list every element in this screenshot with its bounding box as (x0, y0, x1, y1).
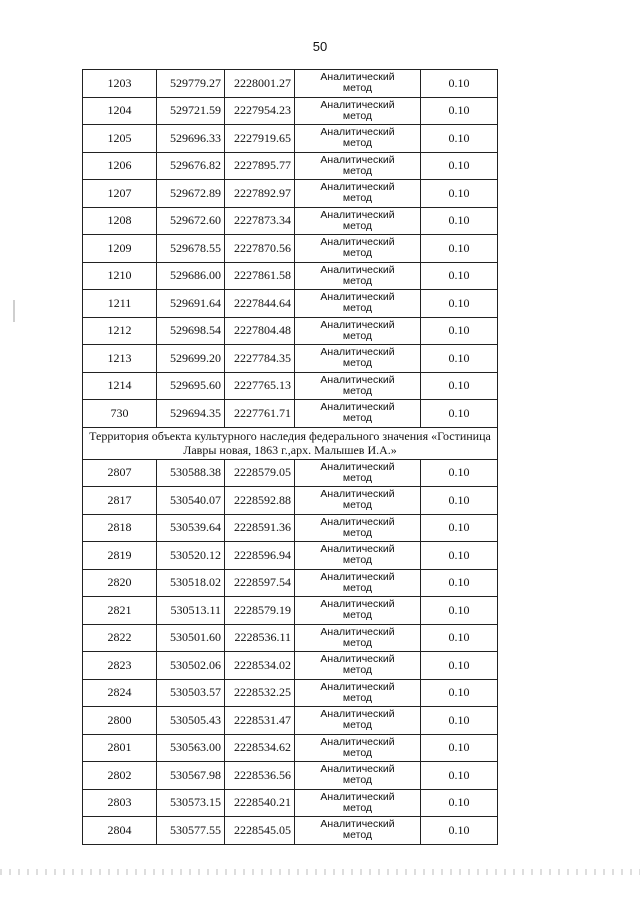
accuracy-value: 0.10 (421, 679, 498, 707)
coordinate-y: 2228592.88 (225, 487, 295, 515)
table-row (83, 597, 498, 625)
method-line-2: метод (342, 636, 373, 649)
method-line-1: Аналитический (320, 680, 395, 693)
coordinate-y: 2227892.97 (225, 180, 295, 208)
method-line-2: метод (342, 581, 373, 594)
method-line-2: метод (342, 384, 373, 397)
coordinate-x: 529779.27 (157, 70, 225, 98)
coordinate-x: 530503.57 (157, 679, 225, 707)
table-row (83, 514, 498, 542)
coordinate-y: 2227954.23 (225, 97, 295, 125)
method-cell (295, 624, 421, 652)
coordinate-y: 2227895.77 (225, 152, 295, 180)
method-cell (295, 125, 421, 153)
table-row (83, 345, 498, 373)
method-line-1: Аналитический (320, 515, 395, 528)
table-row (83, 400, 498, 428)
coordinate-y: 2228597.54 (225, 569, 295, 597)
table-row (83, 762, 498, 790)
method-cell (295, 70, 421, 98)
method-line-2: метод (342, 829, 373, 842)
method-line-2: метод (342, 137, 373, 150)
method-line-1: Аналитический (320, 181, 395, 194)
scan-margin-mark (13, 300, 15, 322)
coordinate-y: 2227870.56 (225, 235, 295, 263)
coordinate-x: 530539.64 (157, 514, 225, 542)
table-row (83, 707, 498, 735)
accuracy-value: 0.10 (421, 180, 498, 208)
table-row (83, 542, 498, 570)
coordinate-x: 530573.15 (157, 789, 225, 817)
coordinate-x: 529721.59 (157, 97, 225, 125)
method-line-2: метод (342, 691, 373, 704)
accuracy-value: 0.10 (421, 817, 498, 845)
point-number: 1209 (83, 235, 157, 263)
point-number: 2801 (83, 734, 157, 762)
point-number: 2804 (83, 817, 157, 845)
method-line-2: метод (342, 82, 373, 95)
method-cell (295, 459, 421, 487)
method-line-2: метод (342, 801, 373, 814)
method-line-2: метод (342, 164, 373, 177)
method-cell (295, 262, 421, 290)
table-row (83, 125, 498, 153)
table-row (83, 180, 498, 208)
table-row (83, 207, 498, 235)
accuracy-value: 0.10 (421, 597, 498, 625)
coordinate-x: 530563.00 (157, 734, 225, 762)
point-number: 2807 (83, 459, 157, 487)
table-row (83, 652, 498, 680)
method-cell (295, 817, 421, 845)
point-number: 2803 (83, 789, 157, 817)
coordinate-y: 2228536.11 (225, 624, 295, 652)
table-row (83, 817, 498, 845)
method-cell (295, 487, 421, 515)
method-cell (295, 345, 421, 373)
method-line-2: метод (342, 412, 373, 425)
coordinate-x: 530520.12 (157, 542, 225, 570)
method-line-2: метод (342, 774, 373, 787)
section-header-row (83, 427, 498, 459)
method-line-1: Аналитический (320, 570, 395, 583)
point-number: 1203 (83, 70, 157, 98)
method-line-2: метод (342, 274, 373, 287)
method-line-1: Аналитический (320, 790, 395, 803)
accuracy-value: 0.10 (421, 317, 498, 345)
coordinate-x: 529672.60 (157, 207, 225, 235)
method-line-2: метод (342, 664, 373, 677)
point-number: 1206 (83, 152, 157, 180)
method-line-2: метод (342, 357, 373, 370)
coordinate-y: 2227765.13 (225, 372, 295, 400)
coordinate-x: 530588.38 (157, 459, 225, 487)
table-row (83, 624, 498, 652)
accuracy-value: 0.10 (421, 400, 498, 428)
accuracy-value: 0.10 (421, 487, 498, 515)
scan-footer-noise (0, 869, 640, 875)
method-cell (295, 235, 421, 263)
table-row (83, 734, 498, 762)
method-cell (295, 400, 421, 428)
method-cell (295, 569, 421, 597)
point-number: 2802 (83, 762, 157, 790)
accuracy-value: 0.10 (421, 734, 498, 762)
point-number: 2818 (83, 514, 157, 542)
table-row (83, 487, 498, 515)
method-cell (295, 372, 421, 400)
accuracy-value: 0.10 (421, 235, 498, 263)
coordinate-y: 2228596.94 (225, 542, 295, 570)
accuracy-value: 0.10 (421, 97, 498, 125)
coordinate-x: 530505.43 (157, 707, 225, 735)
coordinate-x: 529678.55 (157, 235, 225, 263)
table-row (83, 235, 498, 263)
coordinate-x: 529672.89 (157, 180, 225, 208)
method-cell (295, 290, 421, 318)
point-number: 1207 (83, 180, 157, 208)
coordinate-y: 2227873.34 (225, 207, 295, 235)
method-cell (295, 762, 421, 790)
coordinate-x: 529676.82 (157, 152, 225, 180)
method-cell (295, 97, 421, 125)
method-line-2: метод (342, 219, 373, 232)
point-number: 1214 (83, 372, 157, 400)
table-row (83, 789, 498, 817)
coordinate-y: 2228579.05 (225, 459, 295, 487)
coordinate-y: 2228534.62 (225, 734, 295, 762)
coordinate-y: 2227761.71 (225, 400, 295, 428)
method-line-2: метод (342, 746, 373, 759)
table-row (83, 569, 498, 597)
method-line-2: метод (342, 302, 373, 315)
method-line-2: метод (342, 329, 373, 342)
coordinate-x: 529698.54 (157, 317, 225, 345)
coordinate-x: 530540.07 (157, 487, 225, 515)
point-number: 2819 (83, 542, 157, 570)
method-line-1: Аналитический (320, 153, 395, 166)
table-row (83, 262, 498, 290)
coordinate-y: 2228540.21 (225, 789, 295, 817)
accuracy-value: 0.10 (421, 762, 498, 790)
method-line-1: Аналитический (320, 346, 395, 359)
coordinate-y: 2228591.36 (225, 514, 295, 542)
coordinates-group-b (83, 459, 498, 844)
method-line-1: Аналитический (320, 263, 395, 276)
coordinate-x: 529694.35 (157, 400, 225, 428)
accuracy-value: 0.10 (421, 542, 498, 570)
method-line-1: Аналитический (320, 625, 395, 638)
method-line-1: Аналитический (320, 291, 395, 304)
coordinate-y: 2227804.48 (225, 317, 295, 345)
coordinate-y: 2228532.25 (225, 679, 295, 707)
accuracy-value: 0.10 (421, 569, 498, 597)
coordinate-y: 2228534.02 (225, 652, 295, 680)
method-cell (295, 597, 421, 625)
method-cell (295, 679, 421, 707)
point-number: 1211 (83, 290, 157, 318)
point-number: 1205 (83, 125, 157, 153)
coordinate-x: 530501.60 (157, 624, 225, 652)
method-cell (295, 707, 421, 735)
method-line-1: Аналитический (320, 598, 395, 611)
method-cell (295, 542, 421, 570)
method-cell (295, 207, 421, 235)
coordinate-y: 2227784.35 (225, 345, 295, 373)
coordinate-y: 2227861.58 (225, 262, 295, 290)
coordinate-x: 529691.64 (157, 290, 225, 318)
point-number: 2817 (83, 487, 157, 515)
accuracy-value: 0.10 (421, 459, 498, 487)
accuracy-value: 0.10 (421, 152, 498, 180)
point-number: 2822 (83, 624, 157, 652)
coordinate-x: 530518.02 (157, 569, 225, 597)
coordinate-y: 2228536.56 (225, 762, 295, 790)
method-line-1: Аналитический (320, 735, 395, 748)
coordinate-y: 2228531.47 (225, 707, 295, 735)
method-line-1: Аналитический (320, 708, 395, 721)
method-line-1: Аналитический (320, 543, 395, 556)
method-line-2: метод (342, 471, 373, 484)
method-cell (295, 734, 421, 762)
coordinate-x: 529686.00 (157, 262, 225, 290)
point-number: 730 (83, 400, 157, 428)
coordinate-y: 2228001.27 (225, 70, 295, 98)
accuracy-value: 0.10 (421, 262, 498, 290)
table-row (83, 317, 498, 345)
coordinate-y: 2228545.05 (225, 817, 295, 845)
coordinate-x: 529695.60 (157, 372, 225, 400)
coordinates-group-a (83, 70, 498, 428)
table-row (83, 97, 498, 125)
coordinate-x: 530502.06 (157, 652, 225, 680)
method-line-2: метод (342, 109, 373, 122)
point-number: 2824 (83, 679, 157, 707)
method-line-1: Аналитический (320, 126, 395, 139)
coordinate-x: 530513.11 (157, 597, 225, 625)
method-cell (295, 152, 421, 180)
method-line-2: метод (342, 554, 373, 567)
table-row (83, 372, 498, 400)
method-cell (295, 652, 421, 680)
point-number: 1212 (83, 317, 157, 345)
coordinate-x: 529696.33 (157, 125, 225, 153)
point-number: 1213 (83, 345, 157, 373)
method-line-1: Аналитический (320, 401, 395, 414)
method-line-1: Аналитический (320, 763, 395, 776)
point-number: 1204 (83, 97, 157, 125)
coordinate-x: 529699.20 (157, 345, 225, 373)
coordinate-y: 2227919.65 (225, 125, 295, 153)
method-line-2: метод (342, 526, 373, 539)
method-line-1: Аналитический (320, 318, 395, 331)
accuracy-value: 0.10 (421, 789, 498, 817)
method-line-1: Аналитический (320, 818, 395, 831)
table-row (83, 459, 498, 487)
method-line-1: Аналитический (320, 98, 395, 111)
method-cell (295, 514, 421, 542)
section-header-group (83, 427, 498, 459)
table-row (83, 290, 498, 318)
method-line-1: Аналитический (320, 236, 395, 249)
method-line-2: метод (342, 192, 373, 205)
point-number: 2821 (83, 597, 157, 625)
accuracy-value: 0.10 (421, 70, 498, 98)
method-line-2: метод (342, 499, 373, 512)
accuracy-value: 0.10 (421, 345, 498, 373)
accuracy-value: 0.10 (421, 707, 498, 735)
coordinates-table (82, 69, 498, 845)
coordinate-y: 2227844.64 (225, 290, 295, 318)
method-line-1: Аналитический (320, 208, 395, 221)
method-line-2: метод (342, 609, 373, 622)
method-line-1: Аналитический (320, 460, 395, 473)
method-cell (295, 180, 421, 208)
accuracy-value: 0.10 (421, 372, 498, 400)
coordinate-y: 2228579.19 (225, 597, 295, 625)
method-line-1: Аналитический (320, 71, 395, 84)
page-number: 50 (312, 39, 328, 54)
accuracy-value: 0.10 (421, 207, 498, 235)
point-number: 1210 (83, 262, 157, 290)
accuracy-value: 0.10 (421, 125, 498, 153)
accuracy-value: 0.10 (421, 290, 498, 318)
accuracy-value: 0.10 (421, 514, 498, 542)
method-line-2: метод (342, 719, 373, 732)
point-number: 2820 (83, 569, 157, 597)
method-cell (295, 789, 421, 817)
table-row (83, 70, 498, 98)
accuracy-value: 0.10 (421, 652, 498, 680)
method-line-1: Аналитический (320, 653, 395, 666)
method-cell (295, 317, 421, 345)
point-number: 2800 (83, 707, 157, 735)
table-row (83, 152, 498, 180)
point-number: 1208 (83, 207, 157, 235)
accuracy-value: 0.10 (421, 624, 498, 652)
coordinate-x: 530567.98 (157, 762, 225, 790)
section-title: Территория объекта культурного наследия федерального значения «Гостиница Лавры новая, 1863 г.,арх. Малышев И.А.» (83, 427, 498, 459)
coordinate-x: 530577.55 (157, 817, 225, 845)
point-number: 2823 (83, 652, 157, 680)
method-line-1: Аналитический (320, 373, 395, 386)
table-row (83, 679, 498, 707)
method-line-2: метод (342, 247, 373, 260)
method-line-1: Аналитический (320, 488, 395, 501)
